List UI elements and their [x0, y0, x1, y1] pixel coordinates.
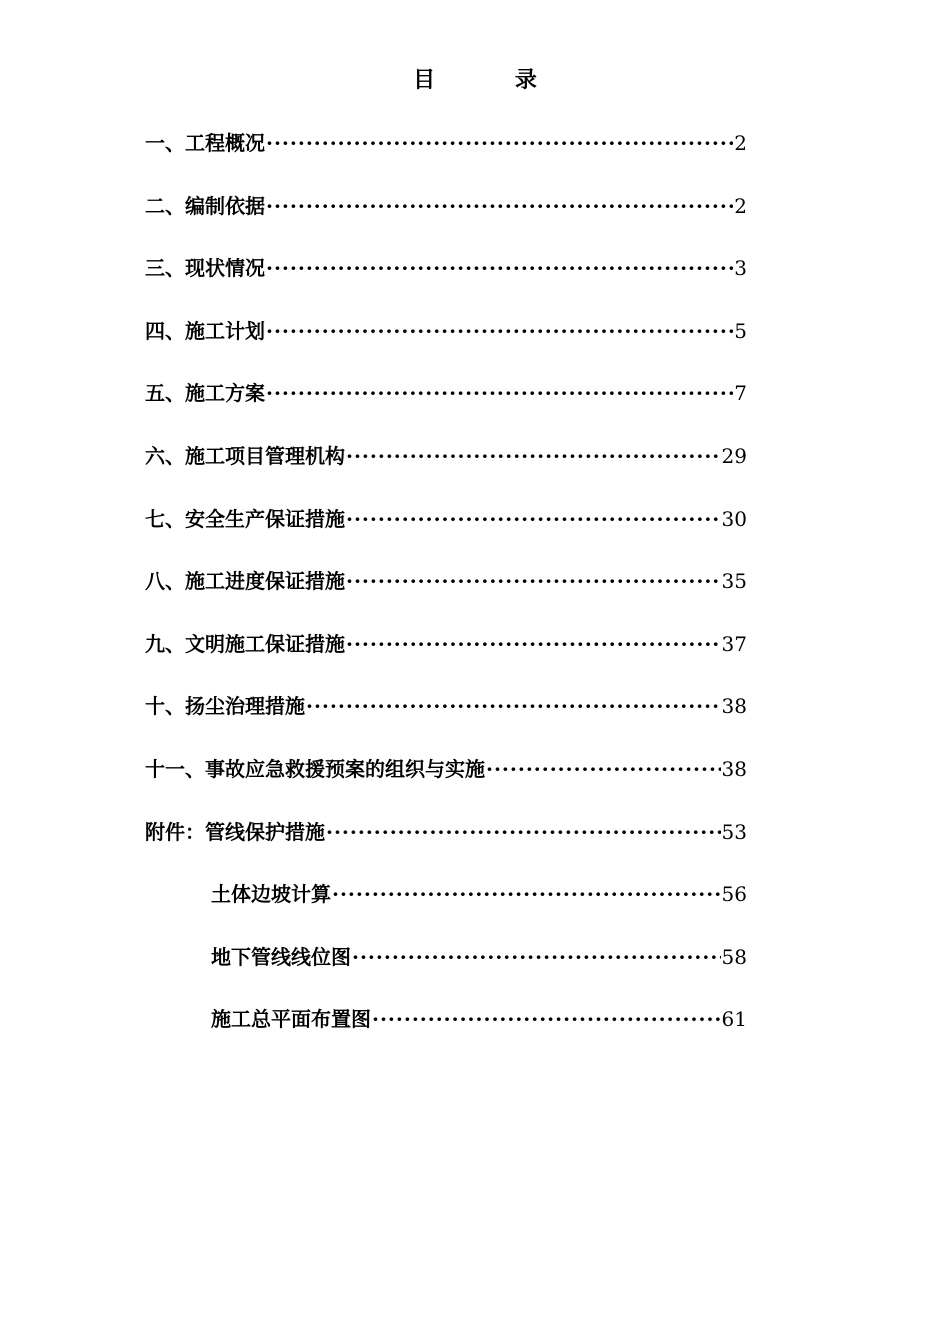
toc-entry-page: 30	[721, 506, 747, 531]
toc-entry-page: 2	[734, 193, 747, 218]
toc-entry-appendix-item[interactable]	[145, 876, 747, 939]
toc-entry[interactable]	[145, 626, 747, 689]
toc-entry-label: 八、施工进度保证措施	[145, 569, 345, 594]
toc-entry-page: 61	[721, 1007, 747, 1032]
toc-entry-label: 地下管线线位图	[211, 944, 351, 969]
toc-entry-page: 38	[721, 694, 747, 719]
toc-entry-label: 七、安全生产保证措施	[145, 506, 345, 531]
toc-dot-leader	[266, 375, 733, 411]
toc-dot-leader	[266, 313, 733, 349]
toc-entry-appendix[interactable]	[145, 814, 747, 877]
toc-entry-page: 53	[721, 819, 747, 844]
toc-entry[interactable]	[145, 250, 747, 313]
toc-entry[interactable]	[145, 438, 747, 501]
toc-entry-label: 五、施工方案	[145, 381, 265, 406]
toc-entry-page: 2	[734, 131, 747, 155]
toc-entry-page: 37	[721, 631, 747, 656]
toc-dot-leader	[372, 1001, 721, 1037]
toc-entry-page: 7	[734, 381, 747, 406]
toc-entry-label: 四、施工计划	[145, 318, 265, 343]
toc-entry-appendix-item[interactable]	[145, 939, 747, 1002]
toc-dot-leader	[346, 438, 721, 474]
toc-entry-page: 35	[721, 569, 747, 594]
toc-dot-leader	[266, 188, 733, 224]
toc-entry-page: 58	[721, 944, 747, 969]
toc-entry[interactable]	[145, 125, 747, 188]
toc-dot-leader	[346, 501, 721, 537]
toc-entry-page: 5	[734, 318, 747, 343]
toc-entry-label: 施工总平面布置图	[211, 1007, 371, 1032]
toc-entry[interactable]	[145, 501, 747, 564]
toc-entry-label: 二、编制依据	[145, 193, 265, 218]
toc-dot-leader	[306, 688, 721, 724]
toc-entry-label: 附件：管线保护措施	[145, 819, 325, 844]
toc-entry[interactable]	[145, 188, 747, 251]
toc-entry[interactable]	[145, 375, 747, 438]
toc-entry-label: 一、工程概况	[145, 131, 265, 155]
toc-dot-leader	[266, 250, 733, 286]
toc-dot-leader	[326, 814, 721, 850]
toc-entry-page: 29	[721, 443, 747, 468]
toc-entry[interactable]	[145, 563, 747, 626]
toc-entry-page: 56	[721, 882, 747, 907]
toc-entry[interactable]	[145, 688, 747, 751]
toc-dot-leader	[346, 563, 721, 599]
toc-dot-leader	[352, 939, 721, 975]
toc-entry-page: 38	[721, 756, 747, 781]
toc-entry-appendix-item[interactable]	[145, 1001, 747, 1064]
toc-dot-leader	[346, 626, 721, 662]
toc-dot-leader	[486, 751, 721, 787]
toc-list	[145, 125, 747, 1064]
toc-entry-label: 九、文明施工保证措施	[145, 631, 345, 656]
toc-entry-label: 六、施工项目管理机构	[145, 443, 345, 468]
toc-entry-label: 十、扬尘治理措施	[145, 694, 305, 719]
toc-dot-leader	[266, 125, 733, 161]
toc-entry[interactable]	[145, 313, 747, 376]
toc-title: 目 录	[413, 67, 573, 93]
toc-entry[interactable]	[145, 751, 747, 814]
toc-dot-leader	[332, 876, 721, 912]
toc-entry-page: 3	[734, 256, 747, 281]
toc-entry-label: 土体边坡计算	[211, 882, 331, 907]
toc-entry-label: 三、现状情况	[145, 256, 265, 281]
toc-entry-label: 十一、事故应急救援预案的组织与实施	[145, 756, 485, 781]
